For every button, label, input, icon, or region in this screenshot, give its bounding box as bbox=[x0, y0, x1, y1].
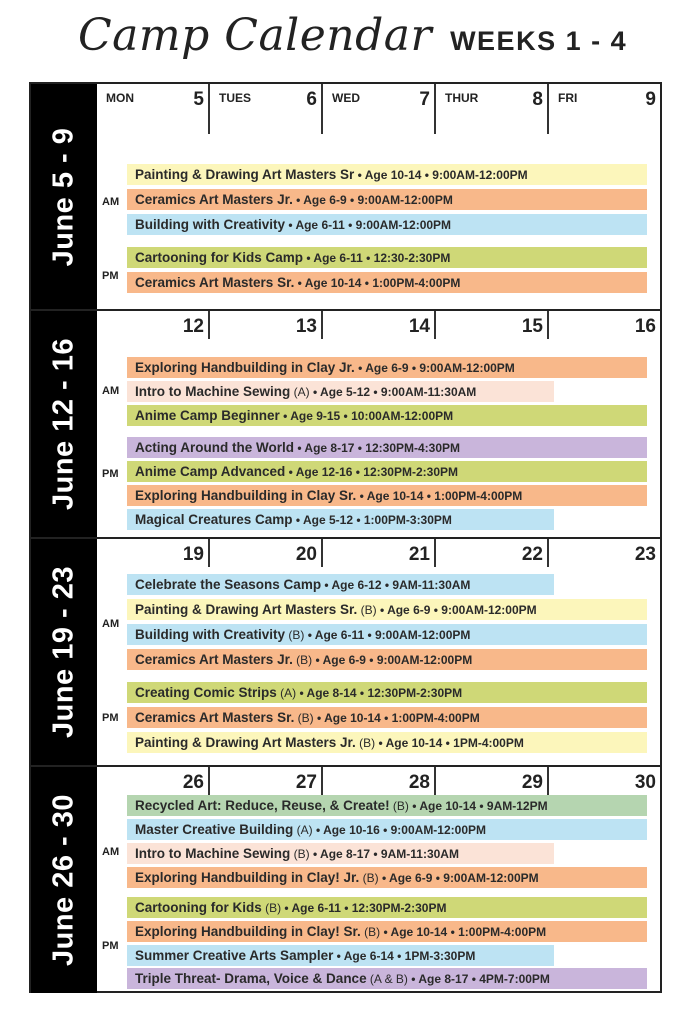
camp-event bbox=[127, 247, 647, 268]
day-header bbox=[436, 539, 549, 571]
camp-event bbox=[127, 819, 647, 840]
day-date: 16 bbox=[634, 316, 656, 337]
camp-event bbox=[127, 437, 647, 458]
camp-event bbox=[127, 272, 647, 293]
day-header bbox=[436, 84, 549, 116]
day-header bbox=[97, 84, 210, 116]
day-header bbox=[323, 84, 436, 116]
day-name: MON bbox=[106, 91, 134, 105]
event-details: • Age 6-14 • 1PM-3:30PM bbox=[333, 949, 476, 963]
event-details: • Age 5-12 • 1:00PM-3:30PM bbox=[292, 513, 452, 527]
event-details: • Age 5-12 • 9:00AM-11:30AM bbox=[309, 385, 477, 399]
event-details: • Age 6-11 • 9:00AM-12:00PM bbox=[304, 628, 471, 642]
day-date: 23 bbox=[634, 544, 656, 565]
day-date: 26 bbox=[182, 772, 204, 793]
event-name: Painting & Drawing Art Masters Jr. bbox=[135, 735, 356, 750]
day-header bbox=[323, 539, 436, 571]
event-details: • Age 6-12 • 9AM-11:30AM bbox=[321, 578, 471, 592]
event-name: Ceramics Art Masters Jr. bbox=[135, 652, 293, 667]
camp-event bbox=[127, 357, 647, 378]
camp-event bbox=[127, 624, 647, 645]
event-details: • Age 8-14 • 12:30PM-2:30PM bbox=[296, 686, 463, 700]
week-label bbox=[31, 311, 97, 537]
event-details: • Age 10-14 • 9:00AM-12:00PM bbox=[354, 168, 528, 182]
event-details: • Age 8-17 • 9AM-11:30AM bbox=[309, 847, 459, 861]
page-title bbox=[78, 10, 627, 70]
event-name: Ceramics Art Masters Sr. bbox=[135, 710, 295, 725]
week-label bbox=[31, 539, 97, 765]
event-name: Celebrate the Seasons Camp bbox=[135, 577, 322, 592]
day-date: 19 bbox=[182, 544, 204, 565]
day-name: THUR bbox=[445, 91, 479, 105]
event-details: • Age 10-14 • 1:00PM-4:00PM bbox=[380, 925, 547, 939]
day-date: 13 bbox=[295, 316, 317, 337]
event-details: • Age 10-14 • 9AM-12PM bbox=[408, 799, 548, 813]
camp-event bbox=[127, 649, 647, 670]
title-weeks: WEEKS 1 - 4 bbox=[450, 26, 628, 56]
event-details: • Age 12-16 • 12:30PM-2:30PM bbox=[285, 465, 458, 479]
day-header bbox=[210, 84, 323, 116]
week-block bbox=[31, 311, 660, 539]
event-name: Exploring Handbuilding in Clay Sr. bbox=[135, 488, 357, 503]
event-name: Exploring Handbuilding in Clay! Jr. bbox=[135, 870, 360, 885]
day-header bbox=[549, 539, 662, 571]
event-session-tag: (B) bbox=[357, 603, 377, 617]
am-label: AM bbox=[102, 196, 120, 208]
event-name: Painting & Drawing Art Masters Sr bbox=[135, 167, 355, 182]
am-label: AM bbox=[102, 846, 120, 858]
camp-event bbox=[127, 867, 647, 888]
event-name: Triple Threat- Drama, Voice & Dance bbox=[135, 971, 367, 986]
camp-event bbox=[127, 732, 647, 753]
day-header bbox=[210, 311, 323, 343]
event-details: • Age 6-9 • 9:00AM-12:00PM bbox=[312, 653, 473, 667]
day-date: 20 bbox=[295, 544, 317, 565]
event-name: Recycled Art: Reduce, Reuse, & Create! bbox=[135, 798, 390, 813]
camp-event bbox=[127, 682, 647, 703]
day-header bbox=[210, 539, 323, 571]
event-name: Master Creative Building bbox=[135, 822, 294, 837]
camp-event bbox=[127, 574, 554, 595]
event-name: Acting Around the World bbox=[135, 440, 294, 455]
day-header bbox=[97, 539, 210, 571]
camp-event bbox=[127, 509, 554, 530]
title-script: Camp Calendar bbox=[78, 10, 433, 61]
event-details: • Age 10-14 • 1:00PM-4:00PM bbox=[313, 711, 480, 725]
event-session-tag: (B) bbox=[290, 847, 310, 861]
camp-event bbox=[127, 599, 647, 620]
camp-event bbox=[127, 461, 647, 482]
event-session-tag: (A) bbox=[293, 823, 313, 837]
am-label: AM bbox=[102, 618, 120, 630]
am-label: AM bbox=[102, 385, 120, 397]
camp-event bbox=[127, 945, 554, 966]
event-name: Ceramics Art Masters Jr. bbox=[135, 192, 293, 207]
day-name: FRI bbox=[558, 91, 578, 105]
event-session-tag: (B) bbox=[285, 628, 305, 642]
day-date: 15 bbox=[521, 316, 543, 337]
event-session-tag: (B) bbox=[292, 653, 313, 667]
event-name: Cartooning for Kids Camp bbox=[135, 250, 303, 265]
event-details: • Age 10-14 • 1:00PM-4:00PM bbox=[294, 276, 461, 290]
event-details: • Age 6-11 • 12:30-2:30PM bbox=[303, 251, 451, 265]
event-name: Intro to Machine Sewing bbox=[135, 384, 291, 399]
event-details: • Age 6-11 • 12:30PM-2:30PM bbox=[281, 901, 447, 915]
camp-calendar-grid bbox=[29, 82, 662, 993]
day-date: 27 bbox=[295, 772, 317, 793]
event-session-tag: (B) bbox=[360, 925, 381, 939]
day-date: 9 bbox=[645, 89, 656, 110]
day-header bbox=[436, 311, 549, 343]
event-name: Magical Creatures Camp bbox=[135, 512, 293, 527]
camp-event bbox=[127, 189, 647, 210]
day-header bbox=[97, 311, 210, 343]
event-name: Creating Comic Strips bbox=[135, 685, 277, 700]
event-details: • Age 6-9 • 9:00AM-12:00PM bbox=[378, 871, 539, 885]
pm-label: PM bbox=[102, 270, 119, 282]
week-label-text: June 26 - 30 bbox=[47, 793, 80, 967]
camp-event bbox=[127, 707, 647, 728]
day-date: 22 bbox=[521, 544, 543, 565]
event-session-tag: (A) bbox=[290, 385, 310, 399]
pm-label: PM bbox=[102, 940, 119, 952]
event-name: Cartooning for Kids bbox=[135, 900, 262, 915]
event-details: • Age 6-9 • 9:00AM-12:00PM bbox=[376, 603, 537, 617]
event-details: • Age 8-17 • 12:30PM-4:30PM bbox=[293, 441, 461, 455]
pm-label: PM bbox=[102, 712, 119, 724]
event-name: Building with Creativity bbox=[135, 627, 286, 642]
event-session-tag: (A & B) bbox=[366, 972, 408, 986]
camp-event bbox=[127, 485, 647, 506]
camp-event bbox=[127, 381, 554, 402]
day-name: TUES bbox=[219, 91, 252, 105]
event-name: Exploring Handbuilding in Clay Jr. bbox=[135, 360, 355, 375]
day-date: 12 bbox=[182, 316, 204, 337]
week-label bbox=[31, 767, 97, 993]
day-header bbox=[549, 84, 662, 116]
day-date: 6 bbox=[306, 89, 317, 110]
event-name: Painting & Drawing Art Masters Sr. bbox=[135, 602, 358, 617]
camp-event bbox=[127, 968, 647, 989]
week-label bbox=[31, 84, 97, 309]
event-session-tag: (B) bbox=[261, 901, 282, 915]
week-block bbox=[31, 539, 660, 767]
camp-event bbox=[127, 897, 647, 918]
camp-event bbox=[127, 843, 554, 864]
event-session-tag: (B) bbox=[355, 736, 376, 750]
event-details: • Age 6-9 • 9:00AM-12:00PM bbox=[292, 193, 453, 207]
day-date: 28 bbox=[408, 772, 430, 793]
event-name: Intro to Machine Sewing bbox=[135, 846, 291, 861]
week-label-text: June 19 - 23 bbox=[47, 565, 80, 739]
event-name: Anime Camp Beginner bbox=[135, 408, 280, 423]
event-session-tag: (B) bbox=[359, 871, 379, 885]
camp-event bbox=[127, 795, 647, 816]
day-header bbox=[549, 311, 662, 343]
event-name: Building with Creativity bbox=[135, 217, 286, 232]
event-name: Summer Creative Arts Sampler bbox=[135, 948, 334, 963]
camp-event bbox=[127, 164, 647, 185]
pm-label: PM bbox=[102, 468, 119, 480]
day-date: 14 bbox=[408, 316, 430, 337]
day-name: WED bbox=[332, 91, 360, 105]
event-name: Ceramics Art Masters Sr. bbox=[135, 275, 295, 290]
day-date: 29 bbox=[521, 772, 543, 793]
camp-event bbox=[127, 214, 647, 235]
camp-event bbox=[127, 405, 647, 426]
event-session-tag: (A) bbox=[276, 686, 297, 700]
event-details: • Age 10-14 • 1:00PM-4:00PM bbox=[356, 489, 523, 503]
event-details: • Age 8-17 • 4PM-7:00PM bbox=[407, 972, 550, 986]
event-session-tag: (B) bbox=[294, 711, 314, 725]
day-date: 30 bbox=[634, 772, 656, 793]
event-session-tag: (B) bbox=[389, 799, 409, 813]
week-block bbox=[31, 767, 660, 993]
event-details: • Age 6-11 • 9:00AM-12:00PM bbox=[285, 218, 452, 232]
day-date: 8 bbox=[532, 89, 543, 110]
event-details: • Age 10-16 • 9:00AM-12:00PM bbox=[312, 823, 486, 837]
event-name: Exploring Handbuilding in Clay! Sr. bbox=[135, 924, 361, 939]
event-details: • Age 6-9 • 9:00AM-12:00PM bbox=[354, 361, 515, 375]
event-name: Anime Camp Advanced bbox=[135, 464, 286, 479]
week-label-text: June 5 - 9 bbox=[47, 127, 80, 266]
week-block bbox=[31, 84, 660, 311]
event-details: • Age 10-14 • 1PM-4:00PM bbox=[375, 736, 524, 750]
event-details: • Age 9-15 • 10:00AM-12:00PM bbox=[279, 409, 454, 423]
day-date: 7 bbox=[419, 89, 430, 110]
day-date: 5 bbox=[193, 89, 204, 110]
week-label-text: June 12 - 16 bbox=[47, 337, 80, 511]
day-header bbox=[323, 311, 436, 343]
camp-event bbox=[127, 921, 647, 942]
day-date: 21 bbox=[408, 544, 430, 565]
